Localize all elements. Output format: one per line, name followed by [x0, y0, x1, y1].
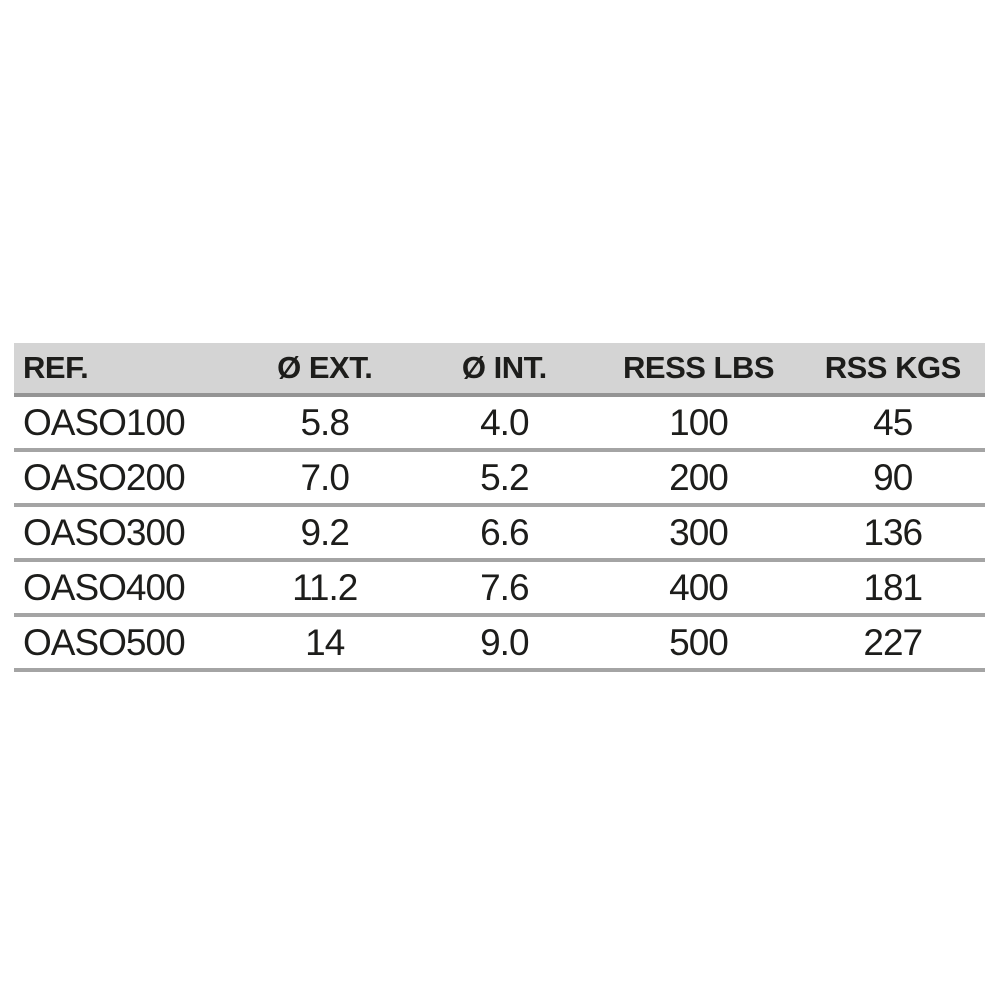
table-row — [14, 450, 985, 505]
cell-ress-lbs: 500 — [597, 615, 801, 670]
cell-ref: OASO200 — [14, 450, 237, 505]
table-row — [14, 615, 985, 670]
cell-int-diameter: 9.0 — [412, 615, 596, 670]
cell-ress-lbs: 400 — [597, 560, 801, 615]
column-header-int-diameter: Ø INT. — [412, 343, 596, 395]
cell-rss-kgs: 227 — [800, 615, 985, 670]
cell-ress-lbs: 100 — [597, 395, 801, 450]
cell-rss-kgs: 45 — [800, 395, 985, 450]
header-row — [14, 343, 985, 395]
cell-int-diameter: 6.6 — [412, 505, 596, 560]
cell-int-diameter: 5.2 — [412, 450, 596, 505]
table-row — [14, 505, 985, 560]
column-header-rss-kgs: RSS KGS — [800, 343, 985, 395]
cell-ref: OASO300 — [14, 505, 237, 560]
table-row — [14, 395, 985, 450]
cell-ext-diameter: 11.2 — [237, 560, 412, 615]
cell-ref: OASO500 — [14, 615, 237, 670]
cell-rss-kgs: 90 — [800, 450, 985, 505]
cell-ext-diameter: 9.2 — [237, 505, 412, 560]
cell-ress-lbs: 200 — [597, 450, 801, 505]
column-header-ext-diameter: Ø EXT. — [237, 343, 412, 395]
cell-ref: OASO400 — [14, 560, 237, 615]
column-header-ress-lbs: RESS LBS — [597, 343, 801, 395]
cell-ext-diameter: 7.0 — [237, 450, 412, 505]
cell-ress-lbs: 300 — [597, 505, 801, 560]
cell-ext-diameter: 14 — [237, 615, 412, 670]
spec-table — [14, 343, 985, 672]
cell-int-diameter: 4.0 — [412, 395, 596, 450]
cell-ref: OASO100 — [14, 395, 237, 450]
cell-int-diameter: 7.6 — [412, 560, 596, 615]
table-row — [14, 560, 985, 615]
cell-ext-diameter: 5.8 — [237, 395, 412, 450]
cell-rss-kgs: 136 — [800, 505, 985, 560]
column-header-ref: REF. — [14, 343, 237, 395]
cell-rss-kgs: 181 — [800, 560, 985, 615]
